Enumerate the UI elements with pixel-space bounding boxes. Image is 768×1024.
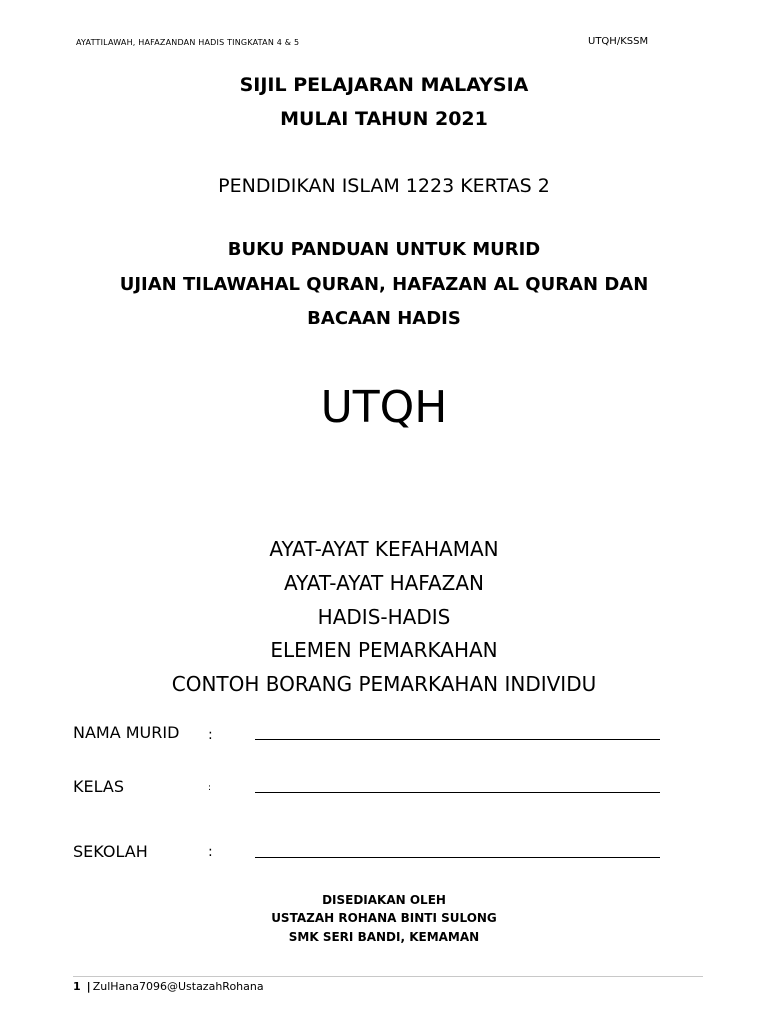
class-colon: : [208, 783, 212, 793]
contents-item: CONTOH BORANG PEMARKAHAN INDIVIDU [171, 672, 597, 696]
exam-year: MULAI TAHUN 2021 [280, 108, 488, 130]
subject-paper: PENDIDIKAN ISLAM 1223 KERTAS 2 [218, 175, 550, 197]
class-label: KELAS [73, 777, 124, 796]
school-label: SEKOLAH [73, 842, 148, 861]
running-header-title: AYATTILAWAH, HAFAZANDAN HADIS TINGKATAN 4 & 5 [76, 38, 300, 47]
contents-item: AYAT-AYAT KEFAHAMAN [269, 537, 499, 561]
student-name-label: NAMA MURID [73, 723, 180, 742]
test-name-line2: BACAAN HADIS [307, 308, 461, 329]
prepared-by-name: USTAZAH ROHANA BINTI SULONG [271, 911, 497, 925]
student-name-line[interactable] [255, 739, 660, 740]
class-line[interactable] [255, 792, 660, 793]
footer-separator: | [86, 980, 91, 993]
page-number: 1 [73, 980, 81, 993]
student-name-colon: : [208, 727, 213, 743]
running-header-code: UTQH/KSSM [588, 36, 649, 47]
guidebook-title: BUKU PANDUAN UNTUK MURID [227, 239, 541, 260]
footer-divider [73, 976, 703, 977]
school-line[interactable] [255, 857, 660, 858]
contents-item: AYAT-AYAT HAFAZAN [284, 571, 484, 595]
contents-item: HADIS-HADIS [317, 605, 451, 629]
page-footer [73, 980, 264, 993]
school-colon: : [208, 844, 213, 860]
contents-item: ELEMEN PEMARKAHAN [270, 638, 498, 662]
prepared-by-heading: DISEDIAKAN OLEH [322, 893, 446, 907]
big-title: UTQH [320, 382, 448, 433]
footer-credit: ZulHana7096@UstazahRohana [92, 980, 264, 993]
prepared-by-school: SMK SERI BANDI, KEMAMAN [288, 930, 480, 944]
test-name-line1: UJIAN TILAWAHAL QURAN, HAFAZAN AL QURAN DAN [119, 274, 649, 295]
exam-title: SIJIL PELAJARAN MALAYSIA [239, 74, 529, 96]
